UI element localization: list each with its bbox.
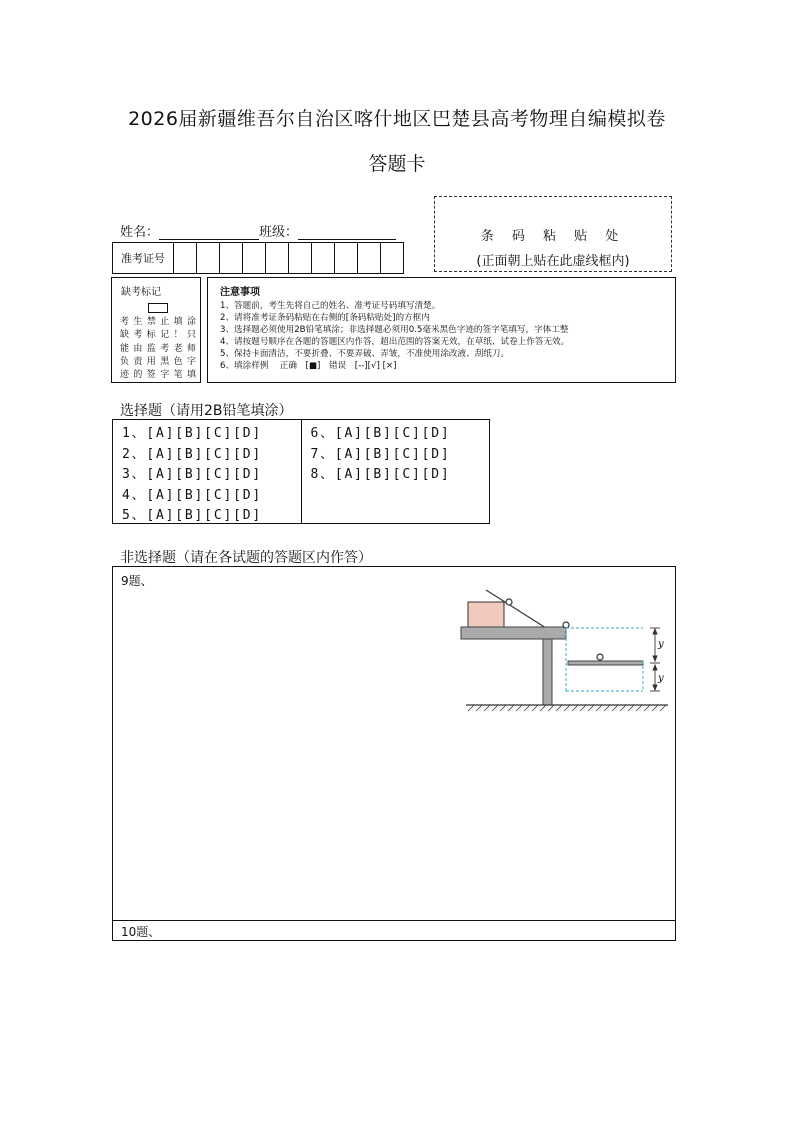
mc-question-row[interactable]: 2、[A][B][C][D] [122, 446, 262, 462]
y-label-2: y [658, 673, 664, 684]
page-subtitle: 答题卡 [368, 153, 426, 175]
absent-mark-box [111, 277, 201, 383]
barcode-note: (正面朝上贴在此虚线框内) [476, 254, 630, 269]
note-item: 4、请按题号顺序在各题的答题区内作答，超出范围的答案无效，在草纸、试卷上作答无效。 [220, 337, 570, 347]
note-item: 2、请将准考证条码粘贴在右侧的[条码粘贴处]的方框内 [220, 313, 430, 323]
notes-box [207, 277, 676, 383]
mc-question-row[interactable]: 1、[A][B][C][D] [122, 426, 262, 441]
free-response-title: 非选择题（请在各试题的答题区内作答） [120, 550, 372, 566]
mc-question-row[interactable]: 4、[A][B][C][D] [122, 487, 262, 503]
absent-title: 缺考标记 [121, 287, 161, 298]
barcode-title: 条 码 粘 贴 处 [480, 229, 626, 244]
exam-id-cell[interactable] [289, 243, 312, 273]
note-item: 5、保持卡面清洁，不要折叠、不要弄破、弄皱，不准使用涂改液、刮纸刀。 [220, 349, 510, 359]
ground-hatch [468, 705, 666, 711]
q9-answer-area[interactable] [112, 566, 676, 921]
projectile-table-figure [458, 585, 673, 715]
absent-text-line: 能由监考老师 [120, 343, 196, 354]
exam-id-cell[interactable] [243, 243, 266, 273]
exam-id-cell[interactable] [220, 243, 243, 273]
class-label: 班级： [259, 225, 299, 240]
mc-question-row[interactable]: 6、[A][B][C][D] [310, 426, 451, 441]
board [568, 661, 643, 665]
y-label-1: y [658, 639, 664, 650]
mc-column [113, 420, 302, 523]
name-label: 姓名： [120, 225, 160, 240]
q9-label: 9题、 [121, 574, 153, 588]
exam-id-cell[interactable] [266, 243, 289, 273]
notes-title: 注意事项 [220, 287, 260, 298]
q10-answer-area[interactable] [112, 919, 676, 941]
ball-on-incline [506, 599, 512, 605]
note-item: 3、选择题必须使用2B铅笔填涂；非选择题必须用0.5毫米黑色字迹的签字笔填写，字体工整 [220, 325, 569, 335]
exam-id-cell[interactable] [174, 243, 197, 273]
mc-answer-grid [112, 419, 490, 524]
exam-id-cell[interactable] [197, 243, 220, 273]
class-field[interactable] [298, 225, 396, 240]
mc-column [302, 420, 490, 523]
name-field[interactable] [159, 225, 259, 240]
mc-question-row[interactable]: 5、[A][B][C][D] [122, 508, 262, 523]
ball-on-board [597, 654, 603, 660]
exam-id-cell[interactable] [335, 243, 358, 273]
q10-label: 10题、 [121, 925, 161, 939]
absent-text-line: 缺考标记！只 [120, 330, 196, 341]
absent-checkbox[interactable] [148, 303, 168, 313]
absent-text-line: 负责用黑色字 [120, 356, 196, 367]
absent-text-line: 考生禁止填涂 [120, 317, 196, 327]
page-title: 2026届新疆维吾尔自治区喀什地区巴楚县高考物理自编模拟卷 [128, 108, 666, 130]
exam-id-cell[interactable] [381, 243, 403, 273]
mc-question-row[interactable]: 8、[A][B][C][D] [310, 467, 451, 482]
ball-at-edge [563, 622, 569, 628]
exam-id-cell[interactable] [312, 243, 335, 273]
mc-question-row[interactable]: 7、[A][B][C][D] [310, 446, 451, 462]
mc-question-row[interactable]: 3、[A][B][C][D] [122, 467, 262, 482]
table-top [461, 627, 566, 639]
absent-text-line: 迹的签字笔填 [120, 370, 196, 381]
exam-id-label: 准考证号 [113, 243, 174, 273]
table-leg [543, 639, 552, 705]
exam-id-cell[interactable] [358, 243, 381, 273]
block-shape [468, 602, 504, 627]
note-item: 6、填涂样例 正确 [■] 错误 [--][√] [×] [220, 361, 397, 371]
note-item: 1、答题前，考生先将自己的姓名、准考证号码填写清楚。 [220, 301, 441, 311]
barcode-area [434, 196, 672, 272]
exam-id-grid [112, 242, 404, 274]
student-info-row [120, 221, 396, 240]
mc-section-title: 选择题（请用2B铅笔填涂） [120, 403, 293, 419]
guide-lines [566, 628, 643, 691]
